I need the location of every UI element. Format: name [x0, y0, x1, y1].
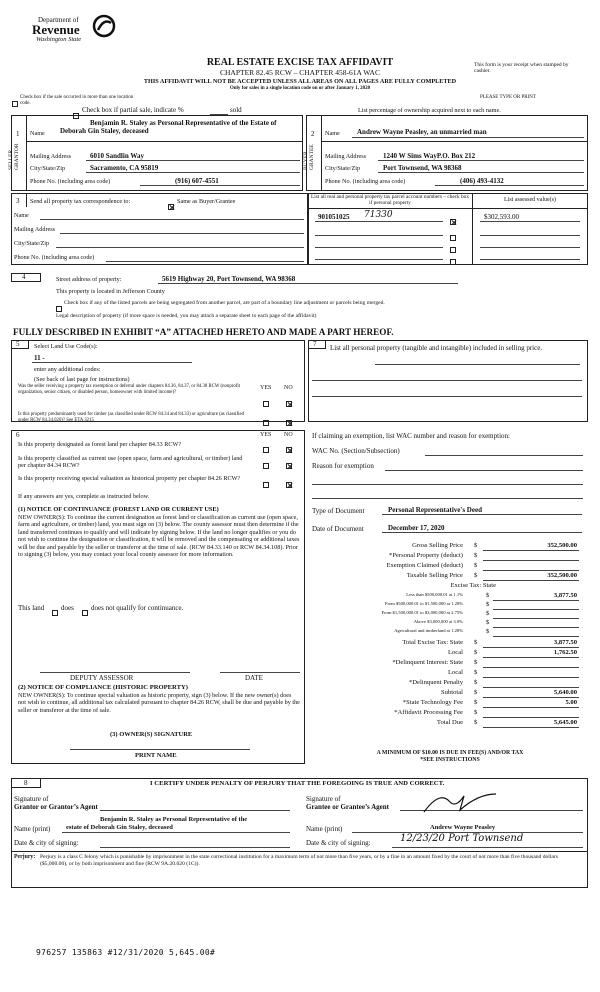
calc-row-dollar: $	[474, 679, 478, 686]
calc-row	[308, 719, 588, 728]
reason-label: Reason for exemption	[312, 462, 374, 470]
calc-row-label: Above $3,000,000 at 3.0%	[413, 619, 463, 624]
partial-sale-label: Check box if partial sale, indicate %	[82, 106, 184, 114]
notice-1-body: NEW OWNER(S): To continue the current designation as forest land or classification as current use (open space, farm and agriculture, or timber) land, you must sign on (3) below. The county assessor must then determine if the land transferred continues to qualify and will indicate by signing below. If the land no longer qualifies or you do not wish to continue the designation or classification, it will be removed and the compensating or additional taxes will be due and payable by the seller or transferor at the time of sale. (RCW 84.33.140 or RCW 84.34.108). Prior to signing (3) below, you may contact your local county assessor for more information.	[18, 514, 300, 559]
doc-type[interactable]: Personal Representative's Deed	[388, 506, 482, 514]
parcel-number[interactable]: 901051025	[318, 213, 350, 221]
sig-grantor-line1: Signature of	[14, 795, 49, 803]
land-does-label: does	[61, 604, 74, 612]
calc-row-label: From $1,500,000.01 to $3,000,000 at 2.75%	[381, 610, 463, 615]
calc-row-label: *State Technology Fee	[402, 699, 463, 706]
notice-2-title: (2) NOTICE OF COMPLIANCE (HISTORIC PROPERTY)	[18, 684, 188, 691]
calc-row-dollar: $	[486, 619, 490, 626]
calc-row-dollar: $	[474, 719, 478, 726]
calc-row-dollar: $	[474, 639, 478, 646]
calc-row	[308, 572, 588, 581]
calc-row	[308, 610, 588, 619]
calc-row	[308, 619, 588, 628]
calc-row	[308, 709, 588, 718]
calc-row	[308, 628, 588, 637]
s6-no-head: NO	[284, 432, 293, 438]
personal-property-label: List all personal property (tangible and intangible) included in selling price.	[330, 344, 543, 352]
excise-tax-state-header: Excise Tax: State	[450, 582, 496, 589]
land-use-label: Select Land Use Code(s):	[34, 343, 98, 350]
form-only: Only for sales in a single location code on or after January 1, 2020	[229, 86, 371, 91]
grantee-date-city-label: Date & city of signing:	[306, 839, 371, 847]
buyer-name[interactable]: Andrew Wayne Peasley, an unmarried man	[357, 128, 487, 136]
calc-row-dollar: $	[474, 699, 478, 706]
s6-q3-yes-checkbox[interactable]	[263, 476, 269, 494]
seller-phone-label: Phone No. (including area code)	[30, 178, 111, 185]
doc-type-label: Type of Document	[312, 507, 365, 515]
parcels-header: List all real and personal property tax parcel account numbers – check box if personal property	[311, 194, 469, 206]
land-does-checkbox[interactable]	[52, 604, 58, 622]
calc-row-dollar: $	[486, 592, 490, 599]
print-name-label: PRINT NAME	[135, 752, 177, 759]
calc-row	[308, 552, 588, 561]
street-address[interactable]: 5619 Highway 20, Port Townsend, WA 98368	[162, 275, 296, 283]
form-warning: THIS AFFIDAVIT WILL NOT BE ACCEPTED UNLESS ALL AREAS ON ALL PAGES ARE FULLY COMPLETED	[143, 78, 457, 85]
calc-row-value[interactable]: 352,500.00	[547, 572, 577, 579]
calc-row	[308, 639, 588, 648]
sig-grantor-line2: Grantor or Grantor’s Agent	[14, 803, 98, 811]
same-as-buyer-checkbox[interactable]	[168, 198, 174, 216]
calc-row-dollar: $	[474, 572, 478, 579]
calc-row-label: Local	[447, 669, 463, 676]
logo-line1: Department of	[38, 16, 79, 24]
seller-name-line2[interactable]: Deborah Gin Staley, deceased	[60, 127, 149, 135]
s6-q3: Is this property receiving special valuation as historical property per chapter 84.26 RCW?	[18, 475, 241, 482]
seller-side-label: SELLER GRANTOR	[8, 143, 20, 170]
calc-row-label: Exemption Claimed (deduct)	[386, 562, 463, 569]
calc-row-dollar: $	[474, 659, 478, 666]
s5-yes-head: YES	[260, 385, 272, 391]
deputy-date-label: DATE	[245, 674, 263, 682]
buyer-side-label: BUYER GRANTEE	[303, 144, 315, 170]
sig-grantee-line1: Signature of	[306, 795, 341, 803]
type-print: PLEASE TYPE OR PRINT	[480, 95, 536, 100]
seller-name-line1: Benjamin R. Staley as Personal Representative of the Estate of	[90, 119, 277, 127]
exhibit-text: FULLY DESCRIBED IN EXHIBIT “A” ATTACHED HERETO AND MADE A PART HEREOF.	[13, 327, 394, 337]
county-note: This property is located in Jefferson County	[56, 288, 165, 295]
assessed-value[interactable]: $302,593.00	[484, 213, 519, 221]
minimum-note: A MINIMUM OF $10.00 IS DUE IN FEE(S) AND/OR TAX	[376, 750, 524, 756]
parcel-4-personal-checkbox[interactable]	[450, 253, 456, 271]
s3-mail-label: Mailing Address	[14, 226, 56, 233]
section-3-label: Send all property tax correspondence to:	[30, 198, 131, 205]
doc-date-label: Date of Document	[312, 525, 364, 533]
s5-q1-yes-checkbox[interactable]	[263, 395, 269, 413]
additional-codes-label: enter any additional codes:	[34, 366, 101, 373]
more-location-checkbox[interactable]	[12, 95, 18, 113]
this-land-label: This land	[18, 604, 45, 612]
doc-date[interactable]: December 17, 2020	[388, 524, 445, 532]
calc-row-dollar: $	[474, 709, 478, 716]
calc-row	[308, 689, 588, 698]
print-grantee[interactable]: Andrew Wayne Peasley	[430, 824, 496, 831]
section-8-number: 8	[24, 779, 28, 787]
section-5-number: 5	[16, 340, 20, 348]
owner-signature-label: (3) OWNER(S) SIGNATURE	[110, 731, 193, 738]
perjury-label: Perjury:	[14, 854, 36, 860]
buyer-city[interactable]: Port Townsend, WA 98368	[383, 164, 462, 172]
buyer-mail[interactable]: 1240 W Sims WayP.O. Box 212	[383, 152, 476, 160]
calc-row-value[interactable]: 3,877.50	[553, 592, 577, 599]
see-instructions: (See back of last page for instructions)	[34, 376, 130, 383]
s3-name-label: Name	[14, 212, 29, 219]
calc-row-label: *Affidavit Processing Fee	[394, 709, 463, 716]
calc-row	[308, 601, 588, 610]
calc-row-value[interactable]: 5,640.00	[553, 689, 577, 696]
buyer-name-label: Name	[325, 130, 340, 137]
legal-label: Legal description of property (if more space is needed, you may attach a separate sheet to each page of the affidavit)	[56, 313, 317, 319]
same-as-buyer-label: Same as Buyer/Grantee	[177, 198, 236, 205]
grantee-date-city-handwritten: 12/23/20 Port Townsend	[400, 833, 524, 844]
form-chapter: CHAPTER 82.45 RCW – CHAPTER 458-61A WAC	[220, 68, 380, 77]
calc-row-dollar: $	[474, 562, 478, 569]
seller-name-label: Name	[30, 130, 45, 137]
calc-row-label: *Delinquent Penalty	[408, 679, 463, 686]
section-3-number: 3	[16, 197, 20, 205]
calc-row	[308, 592, 588, 601]
calc-row-label: Total Due	[436, 719, 463, 726]
s6-q2-yes-checkbox[interactable]	[263, 457, 269, 475]
parcel-handnote: 71330	[364, 210, 393, 220]
notice-1-title: (1) NOTICE OF CONTINUANCE (FOREST LAND OR CURRENT USE)	[18, 506, 219, 513]
s3-city-label: City/State/Zip	[14, 240, 50, 247]
calc-row-dollar: $	[474, 689, 478, 696]
land-use-code[interactable]: 11 -	[34, 354, 45, 362]
buyer-phone-label: Phone No. (including area code)	[325, 178, 406, 185]
s5-q1-no-checkbox[interactable]	[286, 395, 292, 413]
buyer-city-label: City/State/Zip	[325, 165, 361, 172]
section-6-number: 6	[16, 431, 20, 439]
calc-row-dollar: $	[474, 669, 478, 676]
wac-label: WAC No. (Section/Subsection)	[312, 447, 400, 455]
buyer-mail-label: Mailing Address	[325, 153, 367, 160]
form-title: REAL ESTATE EXCISE TAX AFFIDAVIT	[206, 57, 394, 68]
calc-row-label: Subtotal	[441, 689, 463, 696]
calc-row-dollar: $	[474, 649, 478, 656]
print-grantor-line2[interactable]: estate of Deborah Gin Staley, deceased	[66, 824, 173, 831]
logo-line3: Washington State	[36, 36, 82, 43]
seller-phone[interactable]: (916) 607-4551	[175, 177, 219, 185]
s6-q1: Is this property designated as forest land per chapter 84.33 RCW?	[18, 441, 182, 448]
sig-grantee-line2: Grantee or Grantee’s Agent	[306, 803, 390, 811]
calc-row-value[interactable]: 5.00	[565, 699, 577, 706]
calc-row-value[interactable]: 1,762.50	[553, 649, 577, 656]
calc-row	[308, 562, 588, 571]
calc-row-label: Total Excise Tax: State	[402, 639, 463, 646]
s6-q2: Is this property classified as current use (open space, farm and agricultural, or timber) land per chapter 84.34 RCW?	[18, 455, 243, 470]
seller-city-label: City/State/Zip	[30, 165, 66, 172]
s6-q2-no-checkbox[interactable]	[286, 457, 292, 475]
calc-row-label: Agricultural and timberland at 1.28%	[394, 628, 463, 633]
s5-no-head: NO	[284, 385, 293, 391]
seller-mail[interactable]: 6010 Sandlin Way	[90, 152, 144, 160]
deputy-assessor-label: DEPUTY ASSESSOR	[70, 674, 134, 682]
calc-row-dollar: $	[474, 542, 478, 549]
logo-swirl-icon	[92, 14, 116, 38]
s6-q3-no-checkbox[interactable]	[286, 476, 292, 494]
assessed-header: List assessed value(s)	[504, 197, 556, 203]
print-grantor-line1: Benjamin R. Staley as Personal Representative of the	[100, 816, 248, 823]
calc-row-dollar: $	[486, 610, 490, 617]
calc-row	[308, 659, 588, 668]
segregated-label: Check box if any of the listed parcels are being segregated from another parcel, are part of a boundary line adjustment or parcels being merged.	[64, 300, 385, 306]
calc-row-label: Gross Selling Price	[412, 542, 463, 549]
grantor-date-city-label: Date & city of signing:	[14, 839, 79, 847]
calc-row-dollar: $	[486, 601, 490, 608]
s6-yes-head: YES	[260, 432, 272, 438]
calc-row-label: *Personal Property (deduct)	[389, 552, 463, 559]
land-not-qualify-label: does not qualify for continuance.	[91, 604, 184, 612]
calc-row-value[interactable]: 3,877.50	[553, 639, 577, 646]
calc-row-label: Less than $500,000.01 at 1.1%	[406, 592, 463, 597]
calc-row	[308, 649, 588, 658]
seller-city[interactable]: Sacramento, CA 95819	[90, 164, 159, 172]
grantor-name-print-label: Name (print)	[14, 825, 51, 833]
calc-row-dollar: $	[486, 628, 490, 635]
s5-q2: Is this property predominantly used for timber (as classified under RCW 84.34 and 84.33) or agriculture (as classified under RCW 84.34.020)? See ETA 3215	[18, 412, 244, 423]
calc-row-label: From $500,000.01 to $1,500,000 at 1.28%	[384, 601, 463, 606]
section-7	[308, 340, 588, 422]
section-4-number: 4	[22, 273, 26, 281]
section-7-number: 7	[313, 340, 317, 348]
see-instructions-note: *SEE INSTRUCTIONS	[420, 757, 480, 763]
ownership-note: List percentage of ownership acquired next to each name.	[358, 107, 501, 114]
receipt-note: This form is your receipt when stamped by cashier.	[474, 62, 569, 75]
grantee-signature	[420, 788, 500, 816]
buyer-phone[interactable]: (406) 493-4132	[460, 177, 504, 185]
calc-row	[308, 699, 588, 708]
seller-mail-label: Mailing Address	[30, 153, 72, 160]
section-1-number: 1	[16, 130, 20, 138]
sold-label: sold	[230, 106, 242, 114]
s3-phone-label: Phone No. (including area code)	[14, 254, 95, 261]
calc-row-label: Local	[447, 649, 463, 656]
calc-row	[308, 542, 588, 551]
calc-row-dollar: $	[474, 552, 478, 559]
tax-calculation	[308, 538, 588, 726]
exemption-label: If claiming an exemption, list WAC number and reason for exemption:	[312, 432, 510, 440]
calc-row	[308, 669, 588, 678]
grantee-name-print-label: Name (print)	[306, 825, 343, 833]
section-2-number: 2	[311, 130, 315, 138]
s5-q1: Was the seller receiving a property tax exemption or deferral under chapters 84.36, 84.37, or 84.38 RCW (nonprofit organization, senior citizen, or disabled person, homeowner with limited income)?	[18, 384, 240, 395]
perjury-text: Perjury is a class C felony which is punishable by imprisonment in the state correctional institution for a maximum term of not more than five years, or by a fine in an amount fixed by the court of not more than five thousand dollars ($5,000.00), or by both imprisonment and fine (RCW 9A.20.020 (1C)).	[40, 854, 558, 867]
dor-logo	[24, 14, 134, 44]
street-label: Street address of property:	[56, 276, 122, 283]
more-location-label: Check box if the sale occurred in more than one location code.	[20, 95, 134, 106]
calc-row-label: *Delinquent Interest: State	[392, 659, 463, 666]
calc-row-label: Taxable Selling Price	[406, 572, 463, 579]
notice-2-body: NEW OWNER(S): To continue special valuation as historic property, sign (3) below. If the new owner(s) does not wish to continue, all additional tax calculated pursuant to chapter 84.26 RCW, shall be due and payable by the seller or transferor at the time of sale.	[18, 692, 300, 714]
calc-row-value[interactable]: 352,500.00	[547, 542, 577, 549]
land-not-qualify-checkbox[interactable]	[82, 604, 88, 622]
calc-row-value[interactable]: 5,645.00	[553, 719, 577, 726]
calc-row	[308, 679, 588, 688]
certify-text: I CERTIFY UNDER PENALTY OF PERJURY THAT THE FOREGOING IS TRUE AND CORRECT.	[150, 780, 445, 787]
logo-line2: Revenue	[32, 22, 80, 37]
cashier-stamp: 976257 135863 #12/31/2020 5,645.00#	[36, 948, 216, 957]
s6-ifyes: If any answers are yes, complete as instructed below.	[18, 493, 150, 500]
